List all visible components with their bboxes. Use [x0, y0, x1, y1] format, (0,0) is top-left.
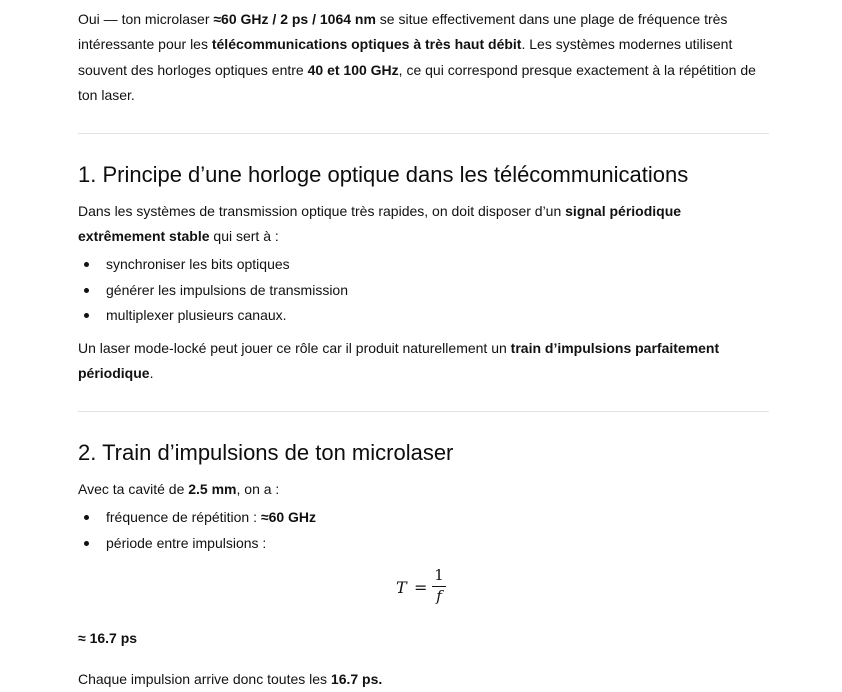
section-2-heading: 2. Train d’impulsions de ton microlaser [78, 439, 454, 465]
list-item [78, 252, 769, 278]
section-divider [78, 133, 769, 134]
bold-repetition-frequency: ≈60 GHz [260, 509, 317, 526]
intro-bold-range: 40 et 100 GHz [307, 61, 399, 78]
intro-text: Oui — ton microlaser [78, 11, 214, 27]
intro-bold-telecom: télécommunications optiques à très haut débit [211, 36, 522, 53]
paragraph-text: , on a : [236, 480, 280, 497]
paragraph-text: Dans les systèmes de transmission optique très rapides, on doit disposer d’un [78, 202, 566, 219]
list-item [78, 505, 769, 531]
formula-numerator: 1 [434, 566, 444, 585]
bullet-icon [84, 541, 89, 546]
intro-text: , ce qui correspond presque exactement à la répétition de ton laser. [78, 61, 756, 104]
bullet-icon [84, 313, 89, 318]
list-item [78, 278, 769, 304]
section-1-heading: 1. Principe d’une horloge optique dans les télécommunications [78, 161, 689, 187]
paragraph-text: Chaque impulsion arrive donc toutes les [78, 670, 331, 687]
section-1-bullet-list [78, 252, 769, 329]
period-formula [78, 565, 769, 617]
list-item-text: période entre impulsions : [106, 534, 267, 551]
paragraph-text: Avec ta cavité de [78, 480, 189, 497]
intro-paragraph [78, 7, 769, 109]
formula-denominator: f [436, 587, 442, 606]
intro-text: . Les systèmes modernes utilisent souvent des horloges optiques entre [78, 36, 733, 78]
section-2-paragraph-2 [78, 667, 769, 692]
period-result [78, 626, 769, 651]
bullet-icon [84, 288, 89, 293]
intro-bold-specs: ≈60 GHz / 2 ps / 1064 nm [213, 11, 376, 27]
bold-period-value: ≈ 16.7 ps [78, 630, 138, 647]
bold-signal-periodique: signal périodique extrêmement stable [78, 202, 682, 245]
section-1-paragraph [78, 199, 769, 250]
paragraph-text: Un laser mode-locké peut jouer ce rôle car il produit naturellement un [78, 339, 511, 356]
bullet-icon [84, 262, 89, 267]
formula-lhs: T [396, 578, 407, 598]
intro-text: se situe effectivement dans une plage de fréquence très intéressante pour les [78, 11, 728, 53]
section-divider [78, 411, 769, 412]
bold-interval: 16.7 ps. [330, 670, 383, 687]
list-item-text: synchroniser les bits optiques [106, 256, 290, 273]
bold-cavity-length: 2.5 mm [188, 480, 237, 497]
paragraph-text: . [149, 365, 154, 382]
list-item [78, 303, 769, 329]
bullet-icon [84, 515, 89, 520]
section-2-paragraph [78, 477, 769, 502]
formula-equals: = [414, 578, 428, 598]
list-item-text: générer les impulsions de transmission [106, 281, 348, 298]
paragraph-text: qui sert à : [209, 228, 279, 245]
section-2-bullet-list [78, 505, 769, 556]
list-item-text: fréquence de répétition : [106, 509, 261, 526]
bold-train-impulsions: train d’impulsions parfaitement périodique [78, 339, 720, 382]
section-1-paragraph-2 [78, 336, 769, 387]
chat-message-content [78, 7, 769, 692]
list-item-text: multiplexer plusieurs canaux. [106, 307, 287, 324]
list-item [78, 531, 769, 557]
formula-fraction [432, 567, 446, 606]
